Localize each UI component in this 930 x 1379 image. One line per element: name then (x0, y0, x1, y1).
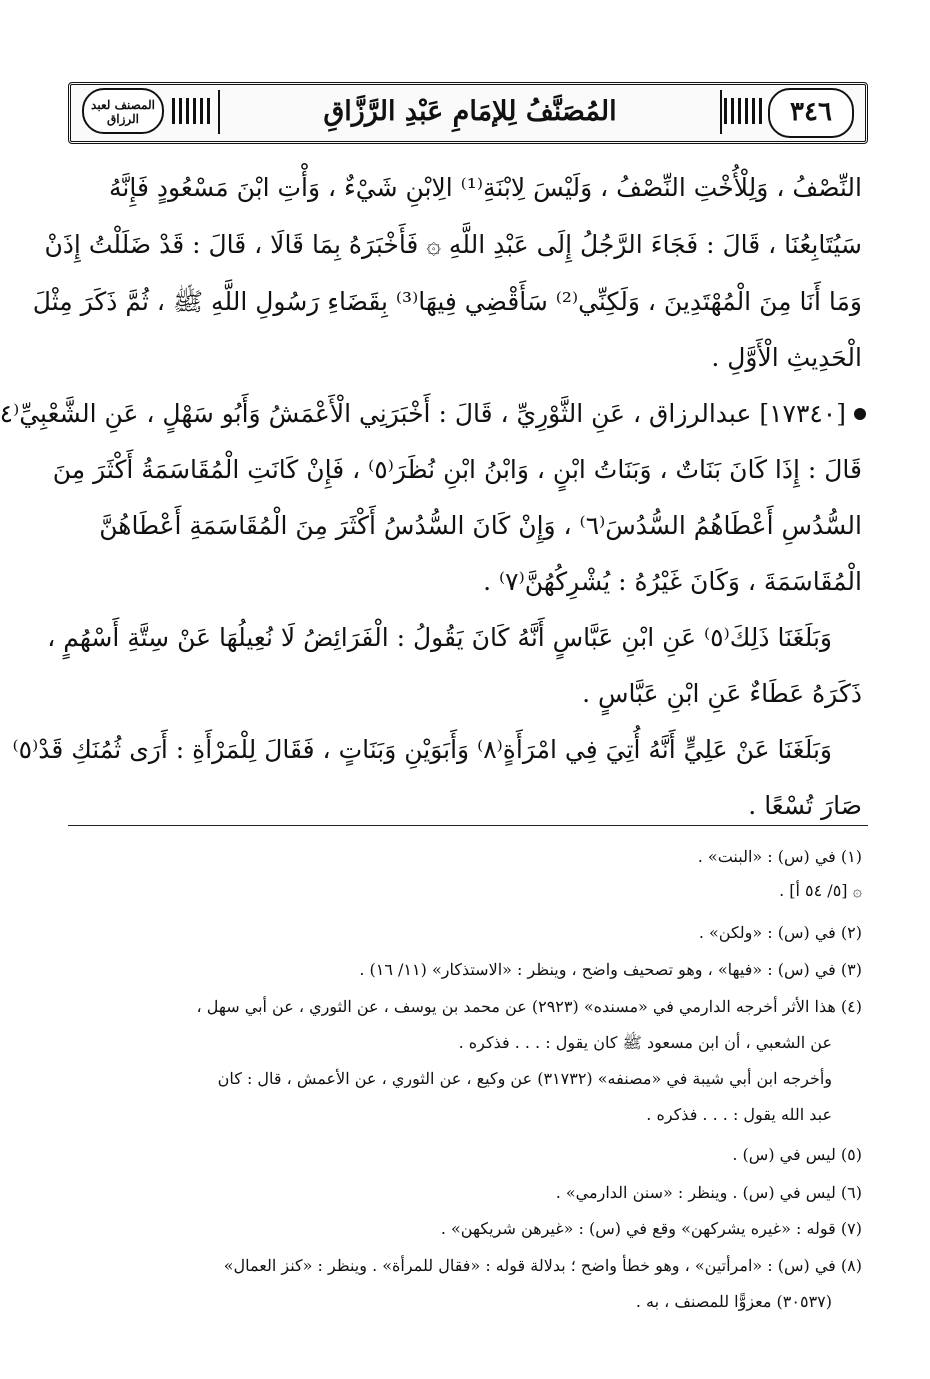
body-line: السُّدُسِ أَعْطَاهُمُ السُّدُسَ⁽٦⁾ ، وَإِنْ كَانَ السُّدُسُ أَكْثَرَ مِنَ الْمُقَاسَمَةِ أَعْطَاهُنَّ (99, 511, 862, 540)
footnote-line: (٣) في (س) : «فيها» ، وهو تصحيف واضح ، وينظر : «الاستذكار» (١١/ ١٦) . (359, 960, 862, 979)
body-line: الْمُقَاسَمَةَ ، وَكَانَ غَيْرُهُ : يُشْرِكُهُنَّ⁽٧⁾ . (483, 567, 862, 596)
footnote-line: (٨) في (س) : «امرأتين» ، وهو خطأ واضح ؛ بدلالة قوله : «فقال للمرأة» . وينظر : «كنز العمال» (223, 1256, 862, 1275)
body-line: الْحَدِيثِ الْأَوَّلِ . (711, 343, 862, 372)
footnote-line: (٦) ليس في (س) . وينظر : «سنن الدارمي» . (555, 1183, 862, 1202)
header-ornament-left (172, 98, 212, 124)
footnote-divider (68, 825, 868, 826)
footnote-line: (١) في (س) : «البنت» . (697, 847, 862, 866)
footnote-line: (٥) ليس في (س) . (732, 1145, 862, 1164)
body-line: صَارَ تُسْعًا . (748, 791, 862, 820)
footnote-line: (٧) قوله : «غيره يشركهن» وقع في (س) : «غيرهن شريكهن» . (440, 1219, 862, 1238)
footnote-line: عبد الله يقول : . . . فذكره . (646, 1105, 832, 1124)
body-line: وَبَلَغَنَا ذَلِكَ⁽٥⁾ عَنِ ابْنِ عَبَّاسٍ أَنَّهُ كَانَ يَقُولُ : الْفَرَائِضُ لَا نُعِيلُهَا عَنْ سِتَّةِ أَسْهُمٍ ، (47, 623, 832, 652)
hadith-bullet (854, 408, 866, 420)
footnote-line: (٢) في (س) : «ولكن» . (698, 923, 862, 942)
body-line: ذَكَرَهُ عَطَاءٌ عَنِ ابْنِ عَبَّاسٍ . (582, 679, 862, 708)
body-line: النِّصْفُ ، وَلِلْأُخْتِ النِّصْفُ ، وَلَيْسَ لِابْنَةِ⁽¹⁾ الِابْنِ شَيْءٌ ، وَأْتِ ابْنَ مَسْعُودٍ فَإِنَّهُ (109, 173, 862, 202)
page-header (68, 82, 868, 144)
header-ornament-right (724, 98, 764, 124)
footnote-line: ۞ [٥/ ٥٤ أ] . (779, 881, 862, 900)
footnote-line: (٣٠٥٣٧) معزوًّا للمصنف ، به . (635, 1292, 832, 1311)
running-title: المُصَنَّفُ لِلإمَامِ عَبْدِ الرَّزَّاقِ (218, 90, 722, 134)
body-line: وَبَلَغَنَا عَنْ عَلِيٍّ أَنَّهُ أُتِيَ فِي امْرَأَةٍ⁽٨⁾ وَأَبَوَيْنِ وَبَنَاتٍ ، فَقَالَ لِلْمَرْأَةِ : أَرَى ثُمُنَكِ قَدْ⁽٥⁾ (12, 735, 832, 764)
body-line: [١٧٣٤٠] عبدالرزاق ، عَنِ الثَّوْرِيِّ ، قَالَ : أَخْبَرَنِي الْأَعْمَشُ وَأَبُو سَهْلٍ ، عَنِ الشَّعْبِيِّ⁽٤ (0, 399, 846, 428)
footnote-line: وأخرجه ابن أبي شيبة في «مصنفه» (٣١٧٣٢) عن وكيع ، عن الثوري ، عن الأعمش ، قال : كان (217, 1069, 832, 1088)
body-line: قَالَ : إِذَا كَانَ بَنَاتٌ ، وَبَنَاتُ ابْنٍ ، وَابْنُ ابْنِ نُظَرَ⁽٥⁾ ، فَإِنْ كَانَتِ الْمُقَاسَمَةُ أَكْثَرَ مِنَ (52, 455, 862, 484)
footnote-line: عن الشعبي ، أن ابن مسعود ﷺ كان يقول : . . . فذكره . (458, 1033, 832, 1052)
page-number: ٣٤٦ (768, 88, 854, 138)
body-line: وَمَا أَنَا مِنَ الْمُهْتَدِينَ ، وَلَكِنِّي⁽²⁾ سَأَقْضِي فِيهَا⁽³⁾ بِقَضَاءِ رَسُولِ اللَّهِ ﷺ ، ثُمَّ ذَكَرَ مِثْلَ (32, 287, 862, 316)
title-badge: المصنف لعبد الرزاق (82, 88, 164, 134)
body-line: سَيُتَابِعُنَا ، قَالَ : فَجَاءَ الرَّجُلُ إِلَى عَبْدِ اللَّهِ ۞ فَأَخْبَرَهُ بِمَا قَالَا ، قَالَ : قَدْ ضَلَلْتُ إِذَنْ (44, 230, 862, 259)
footnote-line: (٤) هذا الأثر أخرجه الدارمي في «مسنده» (٢٩٢٣) عن محمد بن يوسف ، عن الثوري ، عن أبي سهل ، (196, 997, 862, 1016)
